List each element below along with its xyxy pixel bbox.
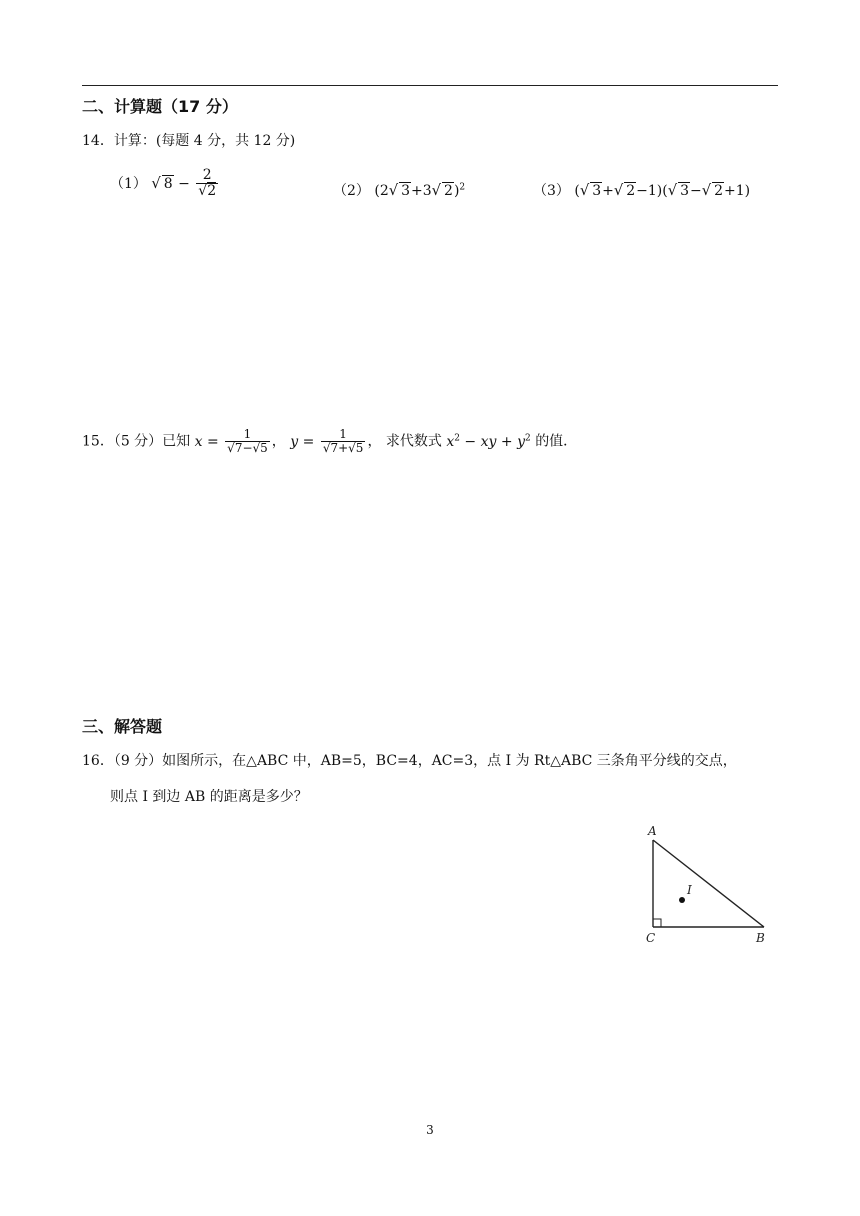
part-1-label: （1）: [110, 175, 147, 192]
question-15: 15．（5 分）已知 x = $\frac{1}{√7-√5}$ ， y = $\frac{1}{√7+√5}$ ， 求代数式 $x^2$ − xy + $y^2$ 的值．: [82, 427, 578, 456]
question-14-part-2: [333, 180, 465, 200]
label-i: I: [687, 883, 692, 897]
part-1-expression: √ 8 − $\frac{2}{√2}$: [151, 167, 217, 200]
part-2-expression: (2√ 3+3√ 2)$^2$: [374, 182, 466, 199]
question-15-prefix: 15．（5 分）已知: [82, 433, 195, 450]
part-3-label: （3）: [533, 183, 570, 199]
algebraic-expression: $x^2$ − xy + $y^2$: [446, 433, 531, 450]
question-15-suffix: 的值．: [535, 433, 578, 450]
page-number: 3: [426, 1123, 434, 1137]
right-angle-mark: [653, 919, 661, 927]
question-14-part-1: [110, 168, 220, 200]
question-16-line-2: 则点 I 到边 AB 的距离是多少？: [110, 789, 308, 805]
point-i: [679, 897, 685, 903]
part-3-expression: (√ 3+√ 2−1)(√ 3−√ 2+1): [574, 182, 751, 199]
x-definition: x = $\frac{1}{√7-√5}$: [194, 427, 268, 456]
label-c: C: [646, 931, 656, 945]
part-2-label: （2）: [333, 183, 370, 199]
triangle-figure: [640, 820, 775, 950]
y-definition: y = $\frac{1}{√7+√5}$: [290, 427, 364, 456]
question-14-stem: 14．计算：(每题 4 分，共 12 分): [82, 133, 296, 149]
question-15-mid: 求代数式: [385, 433, 442, 450]
label-b: B: [756, 931, 765, 945]
top-rule: [82, 85, 778, 86]
question-16-line-1: 16．（9 分）如图所示，在△ABC 中，AB=5，BC=4，AC=3，点 I 为 Rt△ABC 三条角平分线的交点，: [82, 753, 737, 769]
section-3-title: 三、解答题: [82, 717, 163, 736]
section-2-title: 二、计算题（17 分）: [82, 97, 238, 116]
label-a: A: [648, 824, 657, 838]
question-14-part-3: [533, 180, 750, 200]
side-ab: [653, 840, 764, 927]
